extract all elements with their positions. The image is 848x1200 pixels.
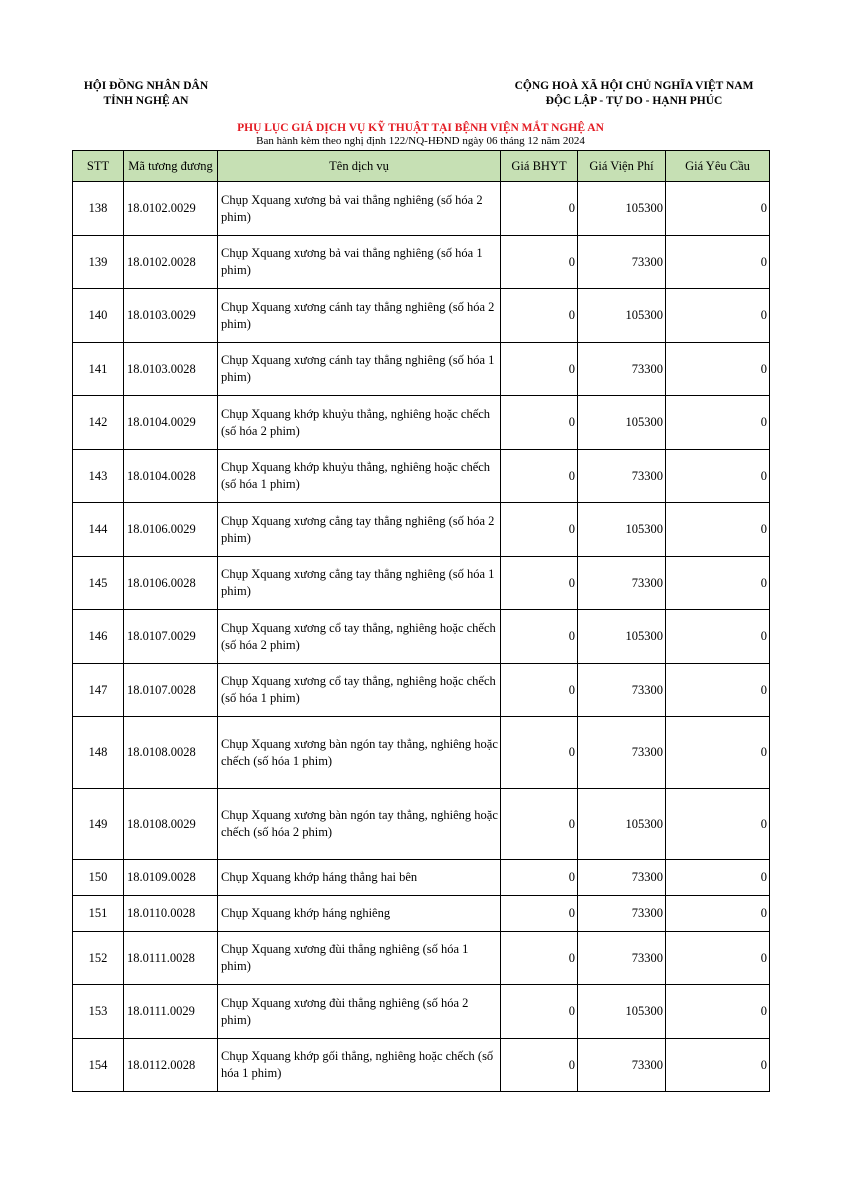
- cell-hospital-fee: 105300: [578, 610, 666, 664]
- document-subtitle: Ban hành kèm theo nghị định 122/NQ-HĐND ngày 06 tháng 12 năm 2024: [256, 135, 585, 147]
- cell-service-name: Chụp Xquang xương bàn ngón tay thẳng, nghiêng hoặc chếch (số hóa 1 phim): [218, 717, 501, 789]
- cell-service-name: Chụp Xquang khớp khuỷu thẳng, nghiêng hoặc chếch (số hóa 1 phim): [218, 450, 501, 503]
- cell-stt: 140: [73, 289, 124, 343]
- cell-request-price: 0: [666, 236, 770, 289]
- cell-service-name: Chụp Xquang xương cánh tay thẳng nghiêng (số hóa 2 phim): [218, 289, 501, 343]
- cell-code: 18.0108.0029: [124, 789, 218, 860]
- table-row: [73, 985, 770, 1039]
- motto-line-1: CỘNG HOÀ XÃ HỘI CHỦ NGHĨA VIỆT NAM: [514, 80, 754, 92]
- cell-request-price: 0: [666, 343, 770, 396]
- cell-stt: 148: [73, 717, 124, 789]
- national-motto-block: [496, 79, 772, 109]
- cell-bhyt-price: 0: [501, 343, 578, 396]
- table-row: [73, 789, 770, 860]
- cell-bhyt-price: 0: [501, 289, 578, 343]
- cell-bhyt-price: 0: [501, 396, 578, 450]
- cell-code: 18.0102.0028: [124, 236, 218, 289]
- cell-hospital-fee: 73300: [578, 932, 666, 985]
- cell-hospital-fee: 105300: [578, 396, 666, 450]
- cell-bhyt-price: 0: [501, 557, 578, 610]
- cell-request-price: 0: [666, 503, 770, 557]
- cell-service-name: Chụp Xquang khớp gối thẳng, nghiêng hoặc chếch (số hóa 1 phim): [218, 1039, 501, 1092]
- cell-request-price: 0: [666, 557, 770, 610]
- cell-stt: 144: [73, 503, 124, 557]
- cell-code: 18.0110.0028: [124, 896, 218, 932]
- cell-bhyt-price: 0: [501, 610, 578, 664]
- cell-request-price: 0: [666, 896, 770, 932]
- cell-request-price: 0: [666, 182, 770, 236]
- issuer-line-2: TỈNH NGHỆ AN: [103, 95, 189, 107]
- cell-code: 18.0104.0028: [124, 450, 218, 503]
- cell-request-price: 0: [666, 717, 770, 789]
- col-header-service-name: Tên dịch vụ: [218, 151, 501, 182]
- cell-service-name: Chụp Xquang xương đùi thẳng nghiêng (số hóa 2 phim): [218, 985, 501, 1039]
- cell-hospital-fee: 73300: [578, 717, 666, 789]
- cell-service-name: Chụp Xquang xương đùi thẳng nghiêng (số hóa 1 phim): [218, 932, 501, 985]
- cell-hospital-fee: 73300: [578, 896, 666, 932]
- cell-bhyt-price: 0: [501, 236, 578, 289]
- cell-bhyt-price: 0: [501, 503, 578, 557]
- cell-bhyt-price: 0: [501, 450, 578, 503]
- document-title: PHỤ LỤC GIÁ DỊCH VỤ KỸ THUẬT TẠI BỆNH VIỆN MẮT NGHỆ AN: [237, 122, 604, 134]
- cell-hospital-fee: 73300: [578, 860, 666, 896]
- table-row: [73, 896, 770, 932]
- cell-service-name: Chụp Xquang xương bả vai thẳng nghiêng (số hóa 1 phim): [218, 236, 501, 289]
- cell-stt: 138: [73, 182, 124, 236]
- cell-service-name: Chụp Xquang khớp háng thẳng hai bên: [218, 860, 501, 896]
- cell-service-name: Chụp Xquang xương bàn ngón tay thẳng, nghiêng hoặc chếch (số hóa 2 phim): [218, 789, 501, 860]
- cell-bhyt-price: 0: [501, 789, 578, 860]
- table-row: [73, 289, 770, 343]
- cell-hospital-fee: 105300: [578, 789, 666, 860]
- cell-code: 18.0112.0028: [124, 1039, 218, 1092]
- cell-service-name: Chụp Xquang khớp háng nghiêng: [218, 896, 501, 932]
- cell-hospital-fee: 105300: [578, 182, 666, 236]
- col-header-code: Mã tương đương: [124, 151, 218, 182]
- cell-hospital-fee: 73300: [578, 450, 666, 503]
- motto-line-2: ĐỘC LẬP - TỰ DO - HẠNH PHÚC: [545, 95, 723, 107]
- cell-code: 18.0107.0028: [124, 664, 218, 717]
- cell-stt: 141: [73, 343, 124, 396]
- table-row: [73, 932, 770, 985]
- table-row: [73, 1039, 770, 1092]
- cell-stt: 151: [73, 896, 124, 932]
- cell-service-name: Chụp Xquang xương cẳng tay thẳng nghiêng (số hóa 2 phim): [218, 503, 501, 557]
- cell-service-name: Chụp Xquang xương cánh tay thẳng nghiêng (số hóa 1 phim): [218, 343, 501, 396]
- cell-code: 18.0108.0028: [124, 717, 218, 789]
- cell-stt: 143: [73, 450, 124, 503]
- table-body: [73, 182, 770, 1092]
- table-row: [73, 182, 770, 236]
- cell-request-price: 0: [666, 610, 770, 664]
- cell-stt: 153: [73, 985, 124, 1039]
- cell-request-price: 0: [666, 985, 770, 1039]
- cell-stt: 145: [73, 557, 124, 610]
- cell-code: 18.0111.0029: [124, 985, 218, 1039]
- cell-request-price: 0: [666, 860, 770, 896]
- cell-code: 18.0107.0029: [124, 610, 218, 664]
- cell-hospital-fee: 73300: [578, 557, 666, 610]
- cell-request-price: 0: [666, 289, 770, 343]
- cell-hospital-fee: 73300: [578, 236, 666, 289]
- cell-stt: 149: [73, 789, 124, 860]
- cell-hospital-fee: 73300: [578, 1039, 666, 1092]
- cell-code: 18.0103.0029: [124, 289, 218, 343]
- cell-code: 18.0109.0028: [124, 860, 218, 896]
- table-row: [73, 860, 770, 896]
- cell-service-name: Chụp Xquang xương cổ tay thẳng, nghiêng hoặc chếch (số hóa 1 phim): [218, 664, 501, 717]
- table-row: [73, 450, 770, 503]
- cell-stt: 139: [73, 236, 124, 289]
- table-row: [73, 610, 770, 664]
- cell-bhyt-price: 0: [501, 717, 578, 789]
- cell-bhyt-price: 0: [501, 182, 578, 236]
- col-header-stt: STT: [73, 151, 124, 182]
- cell-request-price: 0: [666, 932, 770, 985]
- table-row: [73, 236, 770, 289]
- table-row: [73, 343, 770, 396]
- cell-service-name: Chụp Xquang khớp khuỷu thẳng, nghiêng hoặc chếch (số hóa 2 phim): [218, 396, 501, 450]
- table-header-row: [73, 151, 770, 182]
- cell-request-price: 0: [666, 789, 770, 860]
- cell-service-name: Chụp Xquang xương cẳng tay thẳng nghiêng (số hóa 1 phim): [218, 557, 501, 610]
- table-row: [73, 557, 770, 610]
- cell-service-name: Chụp Xquang xương cổ tay thẳng, nghiêng hoặc chếch (số hóa 2 phim): [218, 610, 501, 664]
- cell-bhyt-price: 0: [501, 664, 578, 717]
- cell-stt: 154: [73, 1039, 124, 1092]
- cell-request-price: 0: [666, 450, 770, 503]
- cell-code: 18.0104.0029: [124, 396, 218, 450]
- cell-bhyt-price: 0: [501, 896, 578, 932]
- cell-hospital-fee: 73300: [578, 343, 666, 396]
- cell-code: 18.0102.0029: [124, 182, 218, 236]
- cell-bhyt-price: 0: [501, 985, 578, 1039]
- table-row: [73, 503, 770, 557]
- issuer-block: [62, 79, 230, 109]
- cell-hospital-fee: 105300: [578, 985, 666, 1039]
- price-table: [72, 150, 770, 1092]
- issuer-line-1: HỘI ĐỒNG NHÂN DÂN: [83, 80, 209, 92]
- cell-code: 18.0106.0029: [124, 503, 218, 557]
- cell-request-price: 0: [666, 396, 770, 450]
- cell-request-price: 0: [666, 1039, 770, 1092]
- cell-code: 18.0111.0028: [124, 932, 218, 985]
- cell-stt: 147: [73, 664, 124, 717]
- cell-service-name: Chụp Xquang xương bả vai thẳng nghiêng (số hóa 2 phim): [218, 182, 501, 236]
- cell-bhyt-price: 0: [501, 860, 578, 896]
- cell-bhyt-price: 0: [501, 1039, 578, 1092]
- cell-code: 18.0106.0028: [124, 557, 218, 610]
- col-header-bhyt-price: Giá BHYT: [501, 151, 578, 182]
- cell-stt: 146: [73, 610, 124, 664]
- cell-stt: 150: [73, 860, 124, 896]
- table-row: [73, 664, 770, 717]
- col-header-hospital-fee: Giá Viện Phí: [578, 151, 666, 182]
- cell-stt: 142: [73, 396, 124, 450]
- table-row: [73, 717, 770, 789]
- cell-hospital-fee: 73300: [578, 664, 666, 717]
- cell-hospital-fee: 105300: [578, 503, 666, 557]
- cell-hospital-fee: 105300: [578, 289, 666, 343]
- col-header-request-price: Giá Yêu Cầu: [666, 151, 770, 182]
- cell-request-price: 0: [666, 664, 770, 717]
- table-row: [73, 396, 770, 450]
- cell-stt: 152: [73, 932, 124, 985]
- cell-code: 18.0103.0028: [124, 343, 218, 396]
- cell-bhyt-price: 0: [501, 932, 578, 985]
